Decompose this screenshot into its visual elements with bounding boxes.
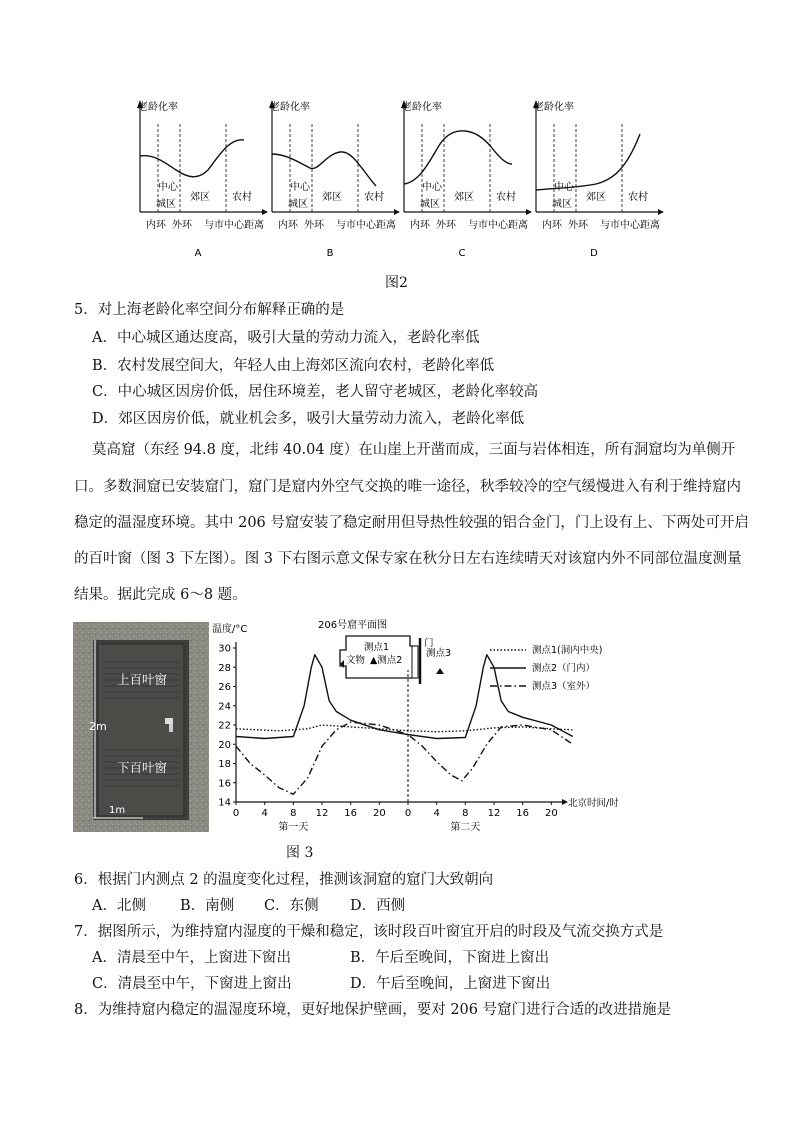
series-line-1 xyxy=(236,725,573,732)
y-tick-label: 20 xyxy=(218,739,231,751)
x-tick-label: 12 xyxy=(315,808,329,819)
y-tick-label: 26 xyxy=(218,682,231,693)
legend-series-3: 测点3（室外） xyxy=(532,681,596,692)
zone-suburb: 郊区 xyxy=(190,192,210,203)
passage-line-5: 结果。据此完成 6～8 题。 xyxy=(74,587,247,603)
zone-center: 中心 xyxy=(290,182,310,193)
zone-center: 中心 xyxy=(422,182,442,193)
axis-inner: 内环 xyxy=(146,220,166,231)
mini-graph-d xyxy=(533,100,664,259)
x-tick-label: 8 xyxy=(290,808,297,819)
axis-outer: 外环 xyxy=(304,220,324,231)
plan-title: 206号窟平面图 xyxy=(318,620,388,631)
chart-legend xyxy=(488,640,618,696)
q6-option-d: D．西侧 xyxy=(350,898,406,914)
x-tick-label: 12 xyxy=(487,808,501,819)
day-label-1: 第一天 xyxy=(278,822,309,833)
y-tick-label: 30 xyxy=(218,643,231,655)
axis-inner: 内环 xyxy=(410,220,430,231)
ylabel: 老龄化率 xyxy=(534,102,574,113)
mini-graph-c xyxy=(401,100,532,259)
upper-louver-label: 上百叶窗 xyxy=(117,672,168,687)
q6-option-a: A．北侧 xyxy=(92,898,146,914)
q5-option-c: C．中心城区因房价低，居住环境差，老人留守老城区，老龄化率较高 xyxy=(92,384,539,400)
x-arrow xyxy=(262,209,268,215)
figure3-caption: 图 3 xyxy=(286,845,314,861)
q5-option-b: B．农村发展空间大，年轻人由上海郊区流向农村，老龄化率低 xyxy=(92,358,495,374)
figure2-caption: 图2 xyxy=(385,275,408,291)
axis-distance: 与市中心距离 xyxy=(204,220,264,231)
ylabel: 老龄化率 xyxy=(270,102,310,113)
aging-curve xyxy=(140,140,244,177)
axis-distance: 与市中心距离 xyxy=(468,220,528,231)
lower-louver-label: 下百叶窗 xyxy=(117,760,168,775)
panel-label: D xyxy=(590,248,598,259)
axis-distance: 与市中心距离 xyxy=(336,220,396,231)
q6-option-b: B．南侧 xyxy=(180,898,235,914)
y-tick-label: 14 xyxy=(218,797,231,809)
y-tick-label: 24 xyxy=(218,701,231,713)
axis-outer: 外环 xyxy=(568,220,588,231)
x-tick-label: 0 xyxy=(232,808,240,819)
zone-rural: 农村 xyxy=(496,192,516,203)
x-tick-label: 16 xyxy=(516,808,530,819)
zone-suburb: 郊区 xyxy=(454,192,474,203)
mini-graph-b xyxy=(269,100,400,259)
axis-outer: 外环 xyxy=(436,220,456,231)
zone-rural: 农村 xyxy=(364,192,384,203)
zone-suburb: 郊区 xyxy=(322,192,342,203)
y-tick-label: 16 xyxy=(218,778,231,790)
x-arrow xyxy=(526,209,532,215)
axis-outer: 外环 xyxy=(172,220,192,231)
q7-option-b: B．午后至晚间，下窗进上窗出 xyxy=(350,950,550,966)
series-line-3 xyxy=(236,722,573,794)
zone-center-2: 城区 xyxy=(552,199,572,210)
x-tick-label: 8 xyxy=(462,808,469,819)
question-7-stem: 7．据图所示，为维持窟内湿度的干燥和稳定，该时段百叶窗宜开启的时段及气流交换方式是 xyxy=(74,924,664,940)
y-tick-label: 22 xyxy=(218,720,231,732)
q7-option-a: A．清晨至中午，上窗进下窗出 xyxy=(92,950,291,966)
question-8-stem: 8．为维持窟内稳定的温湿度环境，更好地保护壁画，要对 206 号窟门进行合适的改进措施是 xyxy=(74,1002,672,1018)
passage-line-1: 莫高窟（东经 94.8 度，北纬 40.04 度）在山崖上开凿而成，三面与岩体相连，所有洞窟均为单侧开 xyxy=(92,442,736,458)
door-width-label: 1m xyxy=(109,805,126,816)
q5-option-a: A．中心城区通达度高，吸引大量的劳动力流入，老龄化率低 xyxy=(92,330,480,346)
zone-rural: 农村 xyxy=(628,192,648,203)
axis-distance: 与市中心距离 xyxy=(600,220,660,231)
aging-curve xyxy=(404,131,512,184)
zone-center: 中心 xyxy=(554,182,574,193)
zone-center: 中心 xyxy=(158,182,178,193)
legend-series-2: 测点2（门内） xyxy=(532,663,596,674)
passage-line-4: 的百叶窗（图 3 下左图）。图 3 下右图示意文保专家在秋分日左右连续晴天对该窟内外不同部位温度测量 xyxy=(74,551,742,567)
aging-curve xyxy=(536,134,640,190)
zone-center-2: 城区 xyxy=(420,199,440,210)
ylabel: 老龄化率 xyxy=(138,102,178,113)
ylabel: 老龄化率 xyxy=(402,102,442,113)
passage-line-3: 稳定的温湿度环境。其中 206 号窟安装了稳定耐用但导热性较强的铝合金门，门上设有上、下两处可开启 xyxy=(74,515,749,531)
x-tick-label: 0 xyxy=(404,808,412,819)
door-height-label: 2m xyxy=(89,720,107,733)
y-tick-label: 28 xyxy=(218,662,231,674)
aging-curve xyxy=(272,152,376,186)
plan-point-1: 测点1 xyxy=(364,642,390,653)
plan-relic: 文物 xyxy=(346,655,366,666)
mini-graph-a xyxy=(137,100,268,259)
x-tick-label: 4 xyxy=(261,808,268,819)
q7-option-c: C．清晨至中午，下窗进上窗出 xyxy=(92,976,292,992)
x-arrow xyxy=(658,209,664,215)
day-label-2: 第二天 xyxy=(450,822,481,833)
door-photo xyxy=(73,622,209,832)
figure2-graphs xyxy=(120,94,680,264)
panel-label: B xyxy=(326,248,334,259)
q6-option-c: C．东侧 xyxy=(264,898,319,914)
x-tick-label: 16 xyxy=(344,808,358,819)
x-tick-label: 4 xyxy=(433,808,440,819)
x-tick-label: 20 xyxy=(544,808,558,819)
q7-option-d: D．午后至晚间，上窗进下窗出 xyxy=(350,976,551,992)
zone-rural: 农村 xyxy=(232,192,252,203)
plan-point-3-marker xyxy=(436,668,444,674)
question-5-stem: 5．对上海老龄化率空间分布解释正确的是 xyxy=(74,302,345,318)
zone-suburb: 郊区 xyxy=(586,192,606,203)
passage-line-2: 口。多数洞窟已安装窟门，窟门是窟内外空气交换的唯一途径，秋季较冷的空气缓慢进入有利于维持窟内 xyxy=(74,479,741,495)
cave-plan-inset xyxy=(312,618,488,690)
y-tick-label: 18 xyxy=(218,759,231,770)
x-tick-label: 20 xyxy=(372,808,386,819)
plan-point-3: 测点3 xyxy=(426,648,452,659)
zone-center-2: 城区 xyxy=(156,199,176,210)
panel-label: C xyxy=(458,248,466,259)
panel-label: A xyxy=(194,248,202,259)
question-6-stem: 6．根据门内测点 2 的温度变化过程，推测该洞窟的窟门大致朝向 xyxy=(74,872,494,888)
legend-series-1: 测点1(洞内中央) xyxy=(532,645,603,656)
axis-inner: 内环 xyxy=(278,220,298,231)
q5-option-d: D．郊区因房价低，就业机会多，吸引大量劳动力流入，老龄化率低 xyxy=(92,411,525,427)
y-axis-label: 温度/°C xyxy=(212,624,248,635)
axis-inner: 内环 xyxy=(542,220,562,231)
x-arrow xyxy=(394,209,400,215)
x-axis-label: 北京时间/时 xyxy=(568,798,619,809)
plan-door: 门 xyxy=(424,638,434,649)
plan-point-2: ▲测点2 xyxy=(370,655,403,666)
zone-center-2: 城区 xyxy=(288,199,308,210)
